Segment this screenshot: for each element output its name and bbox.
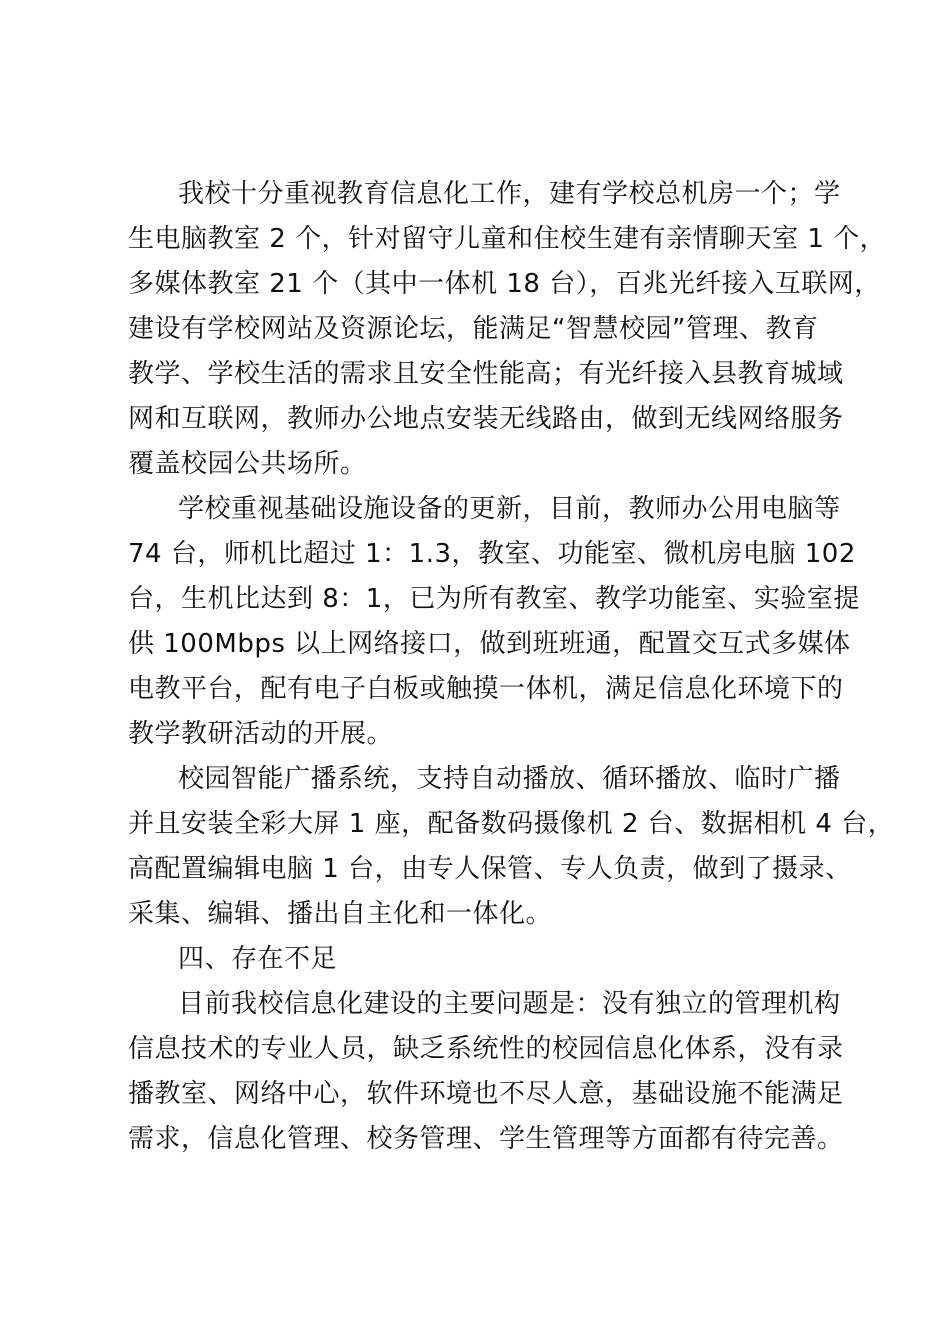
paragraph-1-line-3: 多媒体教室 21 个（其中一体机 18 台），百兆光纤接入互联网， (128, 269, 881, 299)
paragraph-1-line-7: 覆盖校园公共场所。 (128, 449, 367, 479)
paragraph-1-line-5: 教学、学校生活的需求且安全性能高；有光纤接入县教育城域 (128, 359, 844, 389)
paragraph-5-line-3: 播教室、网络中心，软件环境也不尽人意，基础设施不能满足 (128, 1079, 844, 1109)
paragraph-2-line-3: 台，生机比达到 8：1，已为所有教室、教学功能室、实验室提 (128, 584, 860, 614)
paragraph-2-line-2: 74 台，师机比超过 1：1.3，教室、功能室、微机房电脑 102 (128, 539, 856, 569)
section-heading: 四、存在不足 (178, 944, 338, 974)
paragraph-5-line-4: 需求，信息化管理、校务管理、学生管理等方面都有待完善。 (128, 1124, 844, 1154)
paragraph-1-line-2: 生电脑教室 2 个，针对留守儿童和住校生建有亲情聊天室 1 个， (128, 224, 887, 254)
paragraph-1-line-4: 建设有学校网站及资源论坛，能满足“智慧校园”管理、教育 (128, 314, 819, 344)
paragraph-2-line-5: 电教平台，配有电子白板或触摸一体机，满足信息化环境下的 (128, 674, 844, 704)
paragraph-2-line-4: 供 100Mbps 以上网络接口，做到班班通，配置交互式多媒体 (128, 629, 851, 659)
paragraph-3-line-1: 校园智能广播系统，支持自动播放、循环播放、临时广播 (178, 764, 841, 794)
paragraph-5-line-1: 目前我校信息化建设的主要问题是：没有独立的管理机构 (178, 989, 841, 1019)
paragraph-1-line-6: 网和互联网，教师办公地点安装无线路由，做到无线网络服务 (128, 404, 844, 434)
paragraph-3-line-2: 并且安装全彩大屏 1 座，配备数码摄像机 2 台、数据相机 4 台， (128, 809, 895, 839)
paragraph-2-line-1: 学校重视基础设施设备的更新，目前，教师办公用电脑等 (178, 494, 841, 524)
paragraph-1-line-1: 我校十分重视教育信息化工作，建有学校总机房一个；学 (178, 179, 841, 209)
paragraph-5-line-2: 信息技术的专业人员，缺乏系统性的校园信息化体系，没有录 (128, 1034, 844, 1064)
paragraph-3-line-3: 高配置编辑电脑 1 台，由专人保管、专人负责，做到了摄录、 (128, 854, 852, 884)
paragraph-2-line-6: 教学教研活动的开展。 (128, 719, 394, 749)
paragraph-3-line-4: 采集、编辑、播出自主化和一体化。 (128, 899, 553, 929)
